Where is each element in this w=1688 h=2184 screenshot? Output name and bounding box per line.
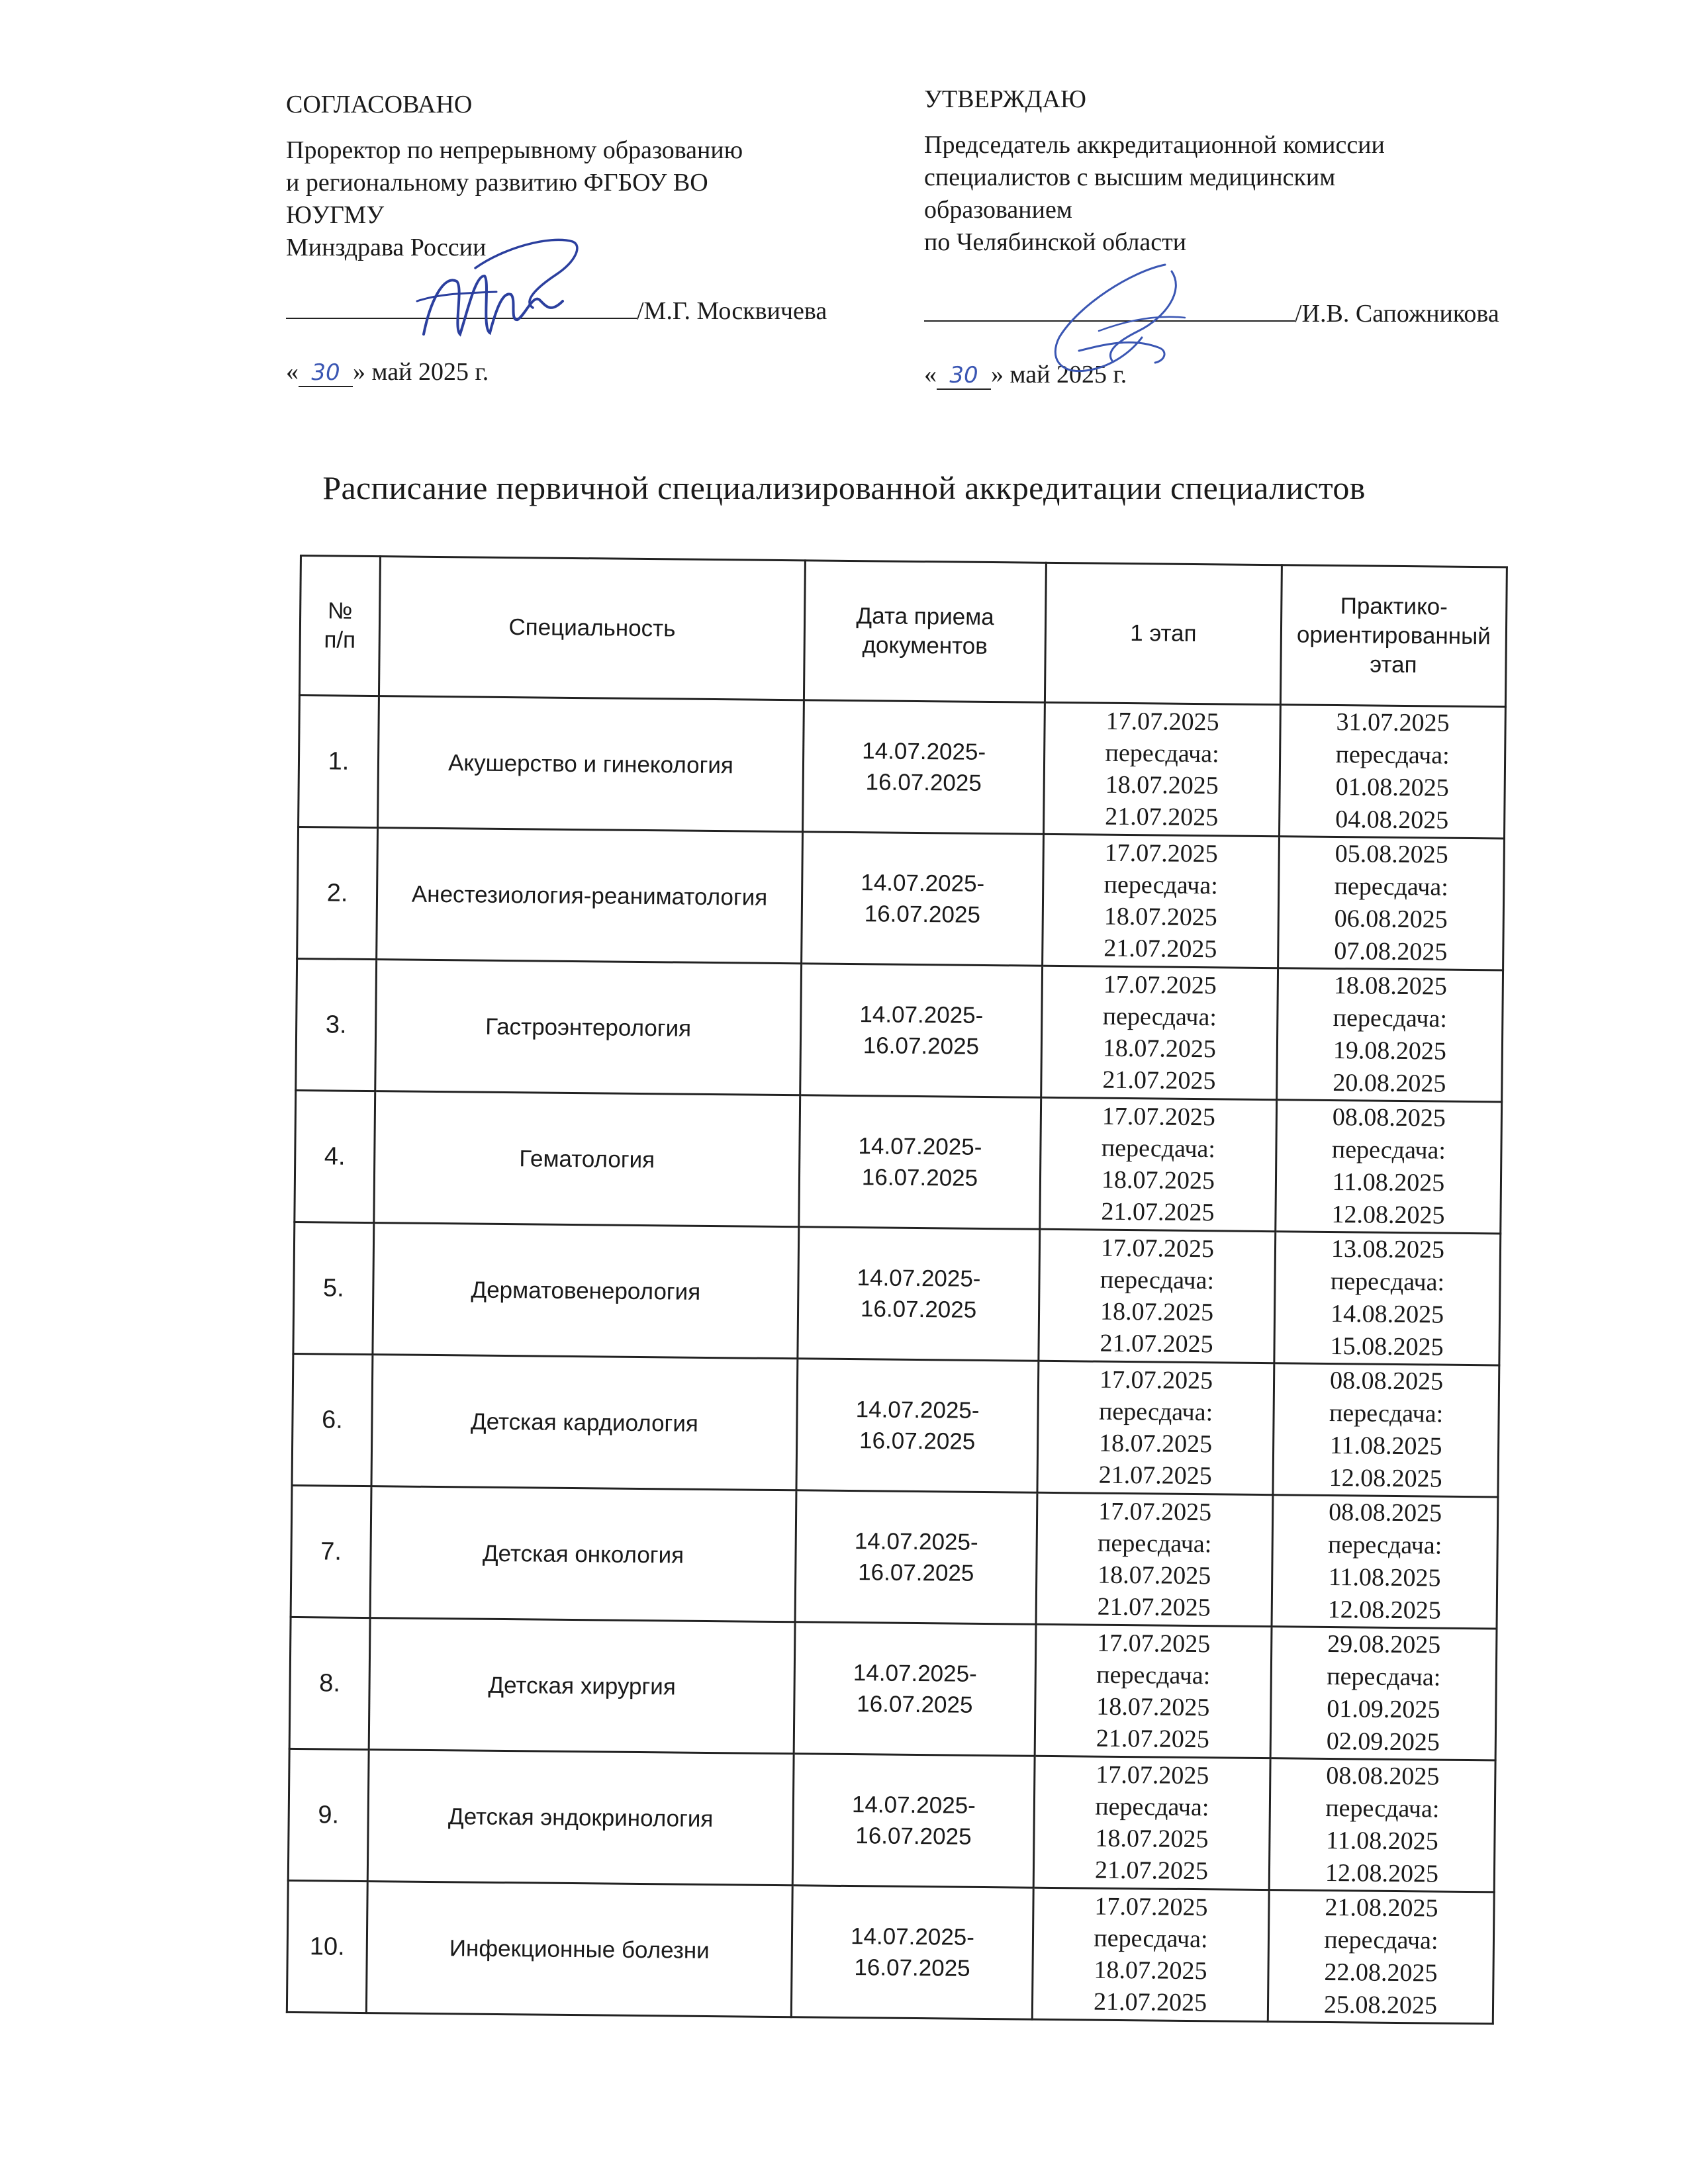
stage1-cell-line: 17.07.2025	[1103, 970, 1217, 1000]
docs-date-cell-line: 14.07.2025-	[862, 738, 986, 765]
stage2-cell	[1279, 705, 1505, 839]
date-prefix: «	[924, 361, 937, 388]
confirm-position-line: Председатель аккредитационной комиссии	[924, 131, 1385, 159]
agreed-position-line: Минздрава России	[286, 234, 487, 261]
stage2-cell	[1277, 968, 1503, 1102]
stage1-cell-line: пересдача:	[1103, 870, 1219, 900]
specialty-cell: Инфекционные болезни	[366, 1882, 792, 2017]
stage1-cell	[1043, 702, 1280, 836]
header-num	[299, 556, 380, 696]
stage1-cell-line: 21.07.2025	[1094, 1856, 1209, 1886]
header-stage2-line: Практико-	[1340, 593, 1448, 620]
confirm-handwritten-signature	[1033, 251, 1205, 397]
docs-date-cell	[792, 1754, 1035, 1888]
stage2-cell-line: 29.08.2025	[1327, 1629, 1441, 1659]
stage2-cell-line: пересдача:	[1324, 1925, 1438, 1955]
docs-date-cell	[795, 1490, 1037, 1624]
stage2-cell-line: пересдача:	[1327, 1662, 1441, 1692]
stage2-cell-line: 18.08.2025	[1333, 972, 1448, 1001]
stage2-cell-line: 08.08.2025	[1332, 1103, 1446, 1132]
docs-date-cell	[794, 1622, 1036, 1756]
stage1-cell-line: 17.07.2025	[1096, 1760, 1209, 1790]
stage1-cell-line: пересдача:	[1094, 1924, 1208, 1954]
stage1-cell-line: 17.07.2025	[1100, 1234, 1215, 1263]
stage1-cell-line: пересдача:	[1102, 1002, 1217, 1032]
stage1-cell-line: 18.07.2025	[1098, 1561, 1211, 1590]
docs-date-cell	[798, 1227, 1040, 1361]
specialty-cell: Детская эндокринология	[367, 1750, 794, 1886]
header-docs	[804, 561, 1046, 702]
stage2-cell-line: 22.08.2025	[1324, 1958, 1438, 1987]
stage1-cell-line: 21.07.2025	[1096, 1724, 1210, 1754]
date-suffix: » май 2025 г.	[353, 358, 489, 386]
docs-date-cell-line: 14.07.2025-	[858, 1133, 982, 1160]
stage1-cell-line: 21.07.2025	[1097, 1592, 1211, 1622]
date-day-handwritten: 30	[299, 359, 353, 387]
stage2-cell-line: 06.08.2025	[1334, 905, 1448, 934]
stage1-cell-line: 21.07.2025	[1098, 1461, 1212, 1490]
table-header-row	[299, 556, 1507, 707]
stage1-cell-line: 17.07.2025	[1097, 1629, 1211, 1659]
stage1-cell-line: 18.07.2025	[1100, 1297, 1214, 1327]
stage1-cell-line: 18.07.2025	[1102, 1034, 1217, 1064]
docs-date-cell-line: 16.07.2025	[857, 1559, 974, 1586]
stage2-cell-line: 08.08.2025	[1329, 1366, 1444, 1396]
docs-date-cell-line: 16.07.2025	[855, 1823, 972, 1850]
stage1-cell-line: 17.07.2025	[1105, 707, 1219, 737]
stage2-cell-line: пересдача:	[1325, 1794, 1440, 1823]
row-number-cell: 7.	[291, 1485, 371, 1617]
table-row	[291, 1485, 1498, 1628]
row-number-cell: 4.	[295, 1090, 375, 1222]
specialty-cell: Детская онкология	[370, 1486, 796, 1622]
stage2-cell-line: пересдача:	[1329, 1398, 1444, 1428]
table-row	[287, 1880, 1494, 2023]
stage2-cell-line: пересдача:	[1335, 741, 1450, 770]
docs-date-cell-line: 16.07.2025	[857, 1691, 973, 1718]
stage2-cell-line: пересдача:	[1333, 1004, 1448, 1033]
stage1-cell-line: 17.07.2025	[1104, 839, 1218, 868]
docs-date-cell-line: 16.07.2025	[863, 1032, 980, 1060]
stage2-cell-line: 12.08.2025	[1329, 1463, 1442, 1493]
header-stage1: 1 этап	[1045, 563, 1282, 704]
stage1-cell	[1036, 1492, 1273, 1626]
specialty-cell: Гематология	[374, 1091, 800, 1227]
stage2-cell-line: 12.08.2025	[1325, 1858, 1439, 1888]
header-num-line: №	[327, 598, 353, 624]
stage2-cell-line: 08.08.2025	[1328, 1498, 1442, 1527]
stage1-cell-line: пересдача:	[1101, 1134, 1216, 1163]
stage2-cell-line: 14.08.2025	[1330, 1300, 1444, 1329]
stage2-cell-line: 21.08.2025	[1325, 1893, 1438, 1923]
stage1-cell-line: 18.07.2025	[1094, 1956, 1207, 1985]
confirm-heading: УТВЕРЖДАЮ	[924, 85, 1086, 113]
schedule-table	[286, 555, 1508, 2025]
docs-date-cell-line: 14.07.2025-	[859, 1001, 984, 1028]
stage1-cell-line: 18.07.2025	[1098, 1429, 1213, 1459]
stage1-cell-line: 18.07.2025	[1101, 1165, 1215, 1195]
stage1-cell-line: 21.07.2025	[1093, 1987, 1207, 2017]
docs-date-cell-line: 14.07.2025-	[854, 1528, 978, 1555]
stage2-cell	[1274, 1232, 1501, 1365]
stage1-cell-line: 17.07.2025	[1099, 1365, 1213, 1395]
stage1-cell-line: пересдача:	[1100, 1265, 1215, 1295]
stage1-cell	[1037, 1361, 1274, 1494]
docs-date-cell	[791, 1886, 1033, 2019]
docs-date-cell-line: 14.07.2025-	[861, 870, 985, 897]
stage2-cell-line: 02.09.2025	[1326, 1727, 1440, 1756]
stage1-cell	[1039, 1229, 1276, 1363]
row-number-cell: 8.	[289, 1617, 370, 1749]
stage1-cell-line: 18.07.2025	[1095, 1824, 1209, 1854]
stage1-cell-line: 18.07.2025	[1103, 902, 1218, 932]
table-row	[299, 696, 1506, 839]
specialty-cell: Акушерство и гинекология	[378, 696, 804, 832]
stage2-cell-line: пересдача:	[1330, 1267, 1445, 1297]
agreed-position-line: и региональному развитию ФГБОУ ВО	[286, 169, 708, 197]
confirm-signatory: /И.В. Сапожникова	[1295, 300, 1499, 328]
stage2-cell-line: 12.08.2025	[1327, 1595, 1441, 1625]
docs-date-cell-line: 14.07.2025-	[851, 1792, 976, 1819]
stage1-cell-line: пересдача:	[1097, 1529, 1212, 1559]
agreed-handwritten-signature	[397, 228, 596, 367]
stage2-cell	[1269, 1758, 1495, 1892]
docs-date-cell-line: 16.07.2025	[854, 1954, 970, 1981]
docs-date-cell	[802, 832, 1044, 966]
stage1-cell-line: 18.07.2025	[1105, 770, 1219, 800]
header-specialty: Специальность	[379, 557, 805, 700]
row-number-cell: 2.	[297, 827, 378, 959]
stage2-cell	[1273, 1363, 1499, 1497]
stage1-cell	[1035, 1624, 1272, 1758]
stage2-cell	[1272, 1495, 1498, 1629]
table-row	[293, 1222, 1501, 1365]
stage2-cell-line: 13.08.2025	[1331, 1235, 1445, 1264]
stage1-cell	[1043, 834, 1280, 968]
docs-date-cell	[796, 1359, 1039, 1492]
agreed-heading: СОГЛАСОВАНО	[286, 91, 473, 118]
header-stage2-line: этап	[1370, 651, 1417, 678]
table-row	[295, 1090, 1502, 1233]
stage1-cell-line: пересдача:	[1105, 739, 1219, 768]
row-number-cell: 6.	[292, 1353, 373, 1486]
stage1-cell	[1032, 1888, 1269, 2021]
stage2-cell-line: 20.08.2025	[1333, 1069, 1446, 1098]
table-row	[292, 1353, 1499, 1496]
docs-date-cell	[803, 700, 1045, 834]
stage2-cell-line: 12.08.2025	[1331, 1201, 1445, 1230]
header-num-line: п/п	[324, 627, 356, 653]
stage1-cell-line: 21.07.2025	[1105, 802, 1219, 832]
header-stage2	[1280, 565, 1507, 707]
stage2-cell-line: 07.08.2025	[1334, 937, 1448, 966]
docs-date-cell-line: 16.07.2025	[865, 769, 982, 796]
row-number-cell: 1.	[299, 696, 379, 828]
docs-date-cell-line: 14.07.2025-	[855, 1396, 980, 1424]
stage2-cell-line: пересдача:	[1327, 1530, 1442, 1560]
stage2-cell-line: 04.08.2025	[1335, 805, 1449, 835]
stage2-cell-line: 01.08.2025	[1335, 773, 1449, 802]
specialty-cell: Дерматовенерология	[373, 1223, 799, 1359]
docs-date-cell-line: 14.07.2025-	[857, 1265, 981, 1292]
document-title: Расписание первичной специализированной аккредитации специалистов	[322, 469, 1366, 506]
stage2-cell-line: 19.08.2025	[1333, 1036, 1447, 1066]
stage1-cell-line: пересдача:	[1096, 1661, 1211, 1690]
docs-date-cell-line: 14.07.2025-	[850, 1923, 975, 1950]
specialty-cell: Детская кардиология	[371, 1355, 798, 1490]
agreed-position-line: ЮУГМУ	[286, 201, 385, 229]
stage2-cell-line: пересдача:	[1334, 872, 1449, 901]
date-prefix: «	[286, 358, 299, 386]
docs-date-cell-line: 16.07.2025	[860, 1296, 977, 1323]
docs-date-cell	[799, 1095, 1041, 1229]
header-stage2-line: ориентированный	[1296, 621, 1491, 650]
header-docs-line: Дата приема	[856, 603, 994, 631]
stage1-cell-line: 17.07.2025	[1098, 1497, 1212, 1527]
table-row	[288, 1749, 1495, 1891]
stage1-cell	[1033, 1756, 1270, 1889]
stage2-cell-line: 25.08.2025	[1323, 1990, 1438, 2020]
stage2-cell-line: 05.08.2025	[1335, 840, 1448, 869]
stage1-cell-line: 17.07.2025	[1094, 1892, 1208, 1922]
row-number-cell: 5.	[293, 1222, 374, 1354]
stage1-cell-line: 17.07.2025	[1102, 1102, 1216, 1132]
stage2-cell-line: 11.08.2025	[1328, 1563, 1441, 1592]
table-body	[287, 696, 1505, 2024]
header-docs-line: документов	[862, 632, 988, 659]
stage2-cell	[1270, 1627, 1497, 1760]
specialty-cell: Детская хирургия	[369, 1618, 795, 1754]
stage1-cell-line: пересдача:	[1098, 1397, 1213, 1427]
date-suffix: » май 2025 г.	[991, 361, 1127, 388]
stage2-cell-line: 11.08.2025	[1325, 1826, 1438, 1856]
agreed-signatory: /М.Г. Москвичева	[637, 297, 827, 325]
confirm-signature-line	[924, 299, 1499, 328]
specialty-cell: Анестезиология-реаниматология	[377, 828, 803, 964]
stage2-cell-line: 31.07.2025	[1336, 708, 1450, 737]
stage1-cell	[1041, 966, 1278, 1099]
confirm-position-line: по Челябинской области	[924, 228, 1187, 256]
stage1-cell-line: 21.07.2025	[1102, 1066, 1216, 1095]
stage1-cell-line: 21.07.2025	[1103, 934, 1217, 964]
table-row	[297, 827, 1505, 970]
stage2-cell-line: пересдача:	[1331, 1136, 1446, 1165]
stage2-cell-line: 08.08.2025	[1326, 1761, 1440, 1791]
approval-block-confirm	[924, 83, 1586, 259]
docs-date-cell-line: 16.07.2025	[864, 901, 981, 928]
docs-date-cell-line: 16.07.2025	[859, 1428, 976, 1455]
confirm-position-line: образованием	[924, 196, 1072, 224]
stage1-cell-line: 18.07.2025	[1096, 1692, 1210, 1722]
stage2-cell	[1268, 1890, 1494, 2024]
stage2-cell	[1278, 837, 1505, 970]
docs-date-cell	[800, 964, 1043, 1097]
stage1-cell	[1040, 1097, 1277, 1231]
stage1-cell-line: 21.07.2025	[1101, 1197, 1215, 1227]
stage2-cell-line: 15.08.2025	[1330, 1332, 1444, 1361]
stage1-cell-line: 21.07.2025	[1100, 1329, 1213, 1359]
stage2-cell-line: 01.09.2025	[1327, 1694, 1440, 1724]
docs-date-cell-line: 16.07.2025	[861, 1164, 978, 1191]
stage2-cell-line: 11.08.2025	[1332, 1168, 1445, 1197]
specialty-cell: Гастроэнтерология	[375, 960, 802, 1095]
stage2-cell	[1276, 1100, 1502, 1234]
row-number-cell: 3.	[296, 958, 377, 1091]
confirm-position-line: специалистов с высшим медицинским	[924, 163, 1336, 191]
agreed-position-line: Проректор по непрерывному образованию	[286, 136, 743, 164]
table-row	[289, 1617, 1497, 1760]
row-number-cell: 10.	[287, 1880, 367, 2013]
table-row	[296, 958, 1503, 1101]
stage1-cell-line: пересдача:	[1095, 1792, 1209, 1822]
row-number-cell: 9.	[288, 1749, 369, 1881]
date-day-handwritten: 30	[937, 362, 991, 390]
stage2-cell-line: 11.08.2025	[1329, 1431, 1442, 1461]
docs-date-cell-line: 14.07.2025-	[853, 1660, 977, 1687]
